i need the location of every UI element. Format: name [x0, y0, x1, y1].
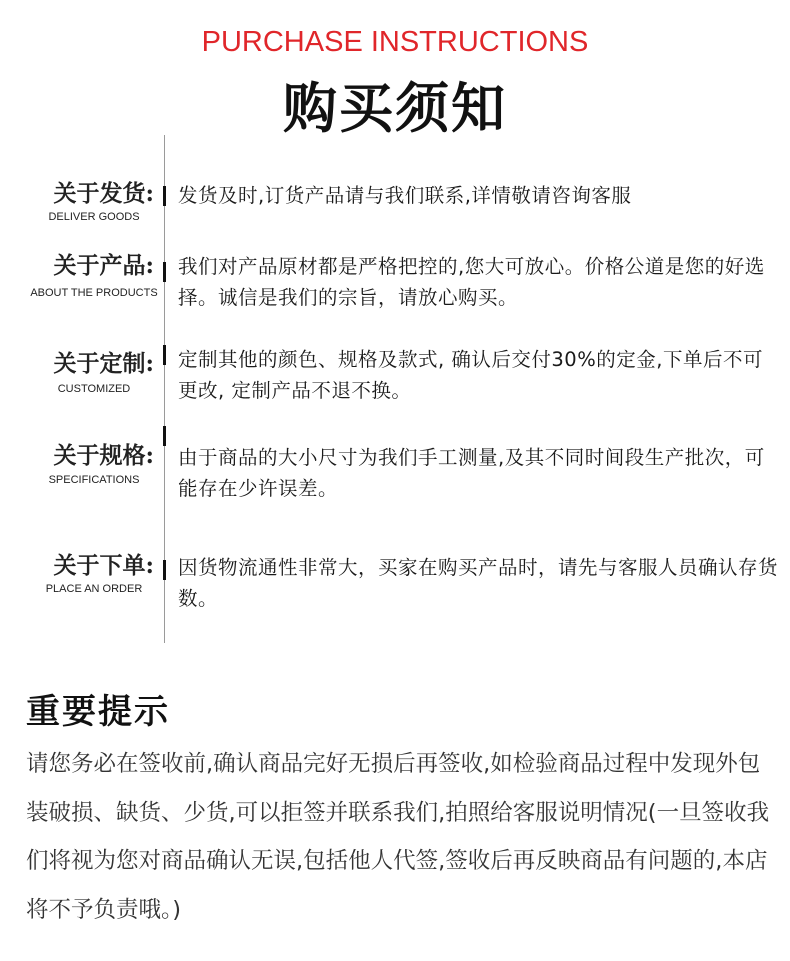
- section-description: 发货及时,订货产品请与我们联系,详情敬请咨询客服: [178, 184, 632, 207]
- section-label-cn: 关于定制:: [53, 350, 154, 377]
- section-label-en: PLACE AN ORDER: [45, 583, 143, 595]
- section-label-en: SPECIFICATIONS: [48, 474, 140, 486]
- section-label-cn: 关于产品:: [53, 252, 154, 279]
- section-description: 定制其他的颜色、规格及款式, 确认后交付30%的定金,下单后不可更改, 定制产品不退不换。: [178, 348, 763, 402]
- section-label-cn: 关于下单:: [53, 552, 154, 579]
- page-title-english: PURCHASE INSTRUCTIONS: [201, 26, 589, 58]
- section-marker: [163, 345, 166, 365]
- section-description: 由于商品的大小尺寸为我们手工测量,及其不同时间段生产批次，可能存在少许误差。: [178, 446, 765, 500]
- section-label-en: DELIVER GOODS: [48, 211, 140, 223]
- section-label-en: CUSTOMIZED: [57, 383, 131, 395]
- section-marker: [163, 560, 166, 580]
- important-notice-text: 请您务必在签收前,确认商品完好无损后再签收,如检验商品过程中发现外包装破损、缺货、少货,可以拒签并联系我们,拍照给客服说明情况(一旦签收我们将视为您对商品确认无误,包括他人代签,签收后再反映商品有问题的,本店将不予负责哦。): [26, 751, 770, 923]
- section-label-cn: 关于规格:: [53, 442, 154, 469]
- section-description: 我们对产品原材都是严格把控的,您大可放心。价格公道是您的好选择。诚信是我们的宗旨，请放心购买。: [178, 255, 765, 309]
- section-marker: [163, 186, 166, 206]
- important-notice-title: 重要提示: [26, 692, 170, 732]
- page-title-chinese: 购买须知: [283, 77, 507, 140]
- section-marker: [163, 262, 166, 282]
- section-label-cn: 关于发货:: [53, 180, 154, 207]
- section-description: 因货物流通性非常大，买家在购买产品时，请先与客服人员确认存货数。: [178, 556, 779, 610]
- section-label-en: ABOUT THE PRODUCTS: [30, 287, 158, 299]
- section-marker: [163, 426, 166, 446]
